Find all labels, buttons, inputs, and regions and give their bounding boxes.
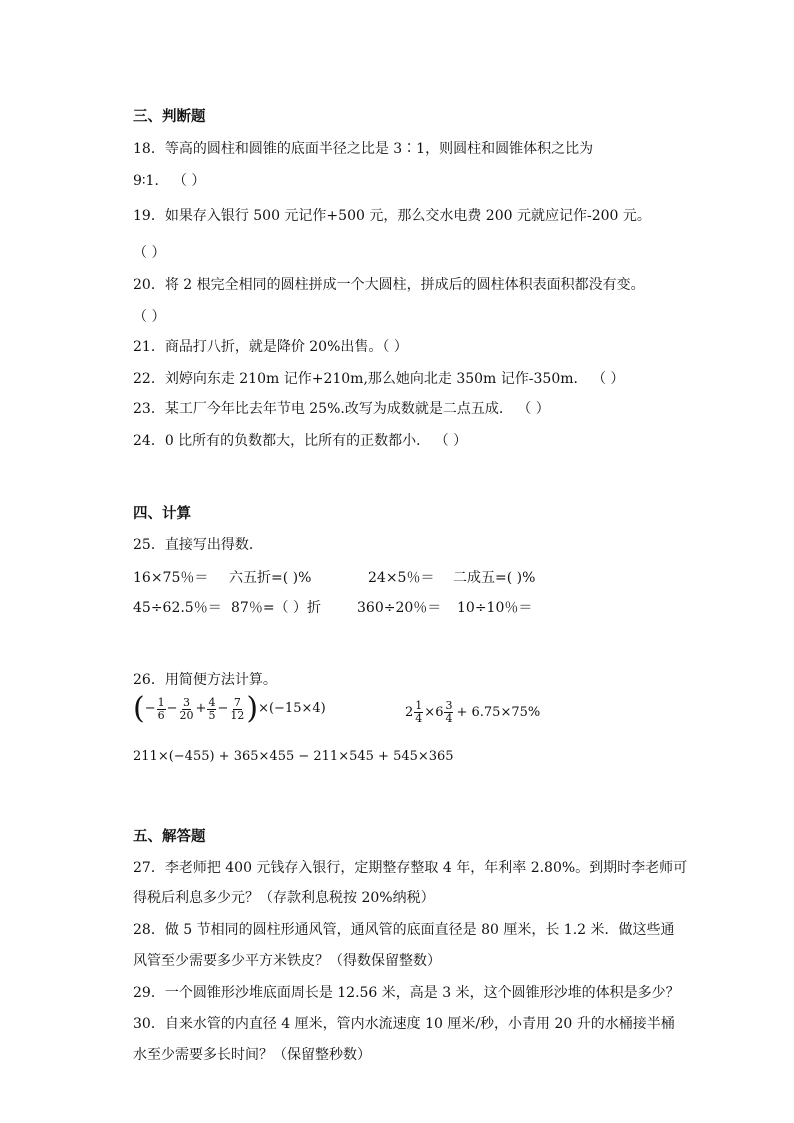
minus-sign: − bbox=[166, 701, 178, 716]
expression-tail: + 6.75×75% bbox=[456, 704, 541, 720]
numerator: 7 bbox=[233, 695, 241, 709]
numerator: 3 bbox=[183, 695, 191, 709]
q27-line1: 27．李老师把 400 元钱存入银行，定期整存整取 4 年，年利率 2.80%。到期时李老师可 bbox=[133, 860, 688, 876]
q19-line2: （ ） bbox=[133, 245, 166, 261]
fraction bbox=[157, 697, 166, 722]
q29: 29．一个圆锥形沙堆底面周长是 12.56 米，高是 3 米，这个圆锥形沙堆的体积是多少？ bbox=[133, 985, 680, 1001]
q24: 24．0 比所有的负数都大，比所有的正数都小． （ ） bbox=[133, 433, 468, 449]
denominator: 4 bbox=[415, 712, 423, 725]
expression-tail: ×(−15×4) bbox=[258, 701, 326, 716]
expression-3: 211×(−455) + 365×455 − 211×545 + 545×365 bbox=[133, 749, 454, 764]
numerator: 1 bbox=[415, 699, 423, 712]
expression-1 bbox=[133, 691, 326, 726]
section3-title: 三、判断题 bbox=[133, 108, 206, 125]
numerator: 1 bbox=[157, 695, 165, 709]
fraction bbox=[179, 697, 195, 722]
calc-cell: 360÷20％＝ bbox=[357, 600, 442, 616]
q18-line1: 18．等高的圆柱和圆锥的底面半径之比是 3∶1，则圆柱和圆锥体积之比为 bbox=[133, 141, 594, 157]
calc-cell: 六五折=( )% bbox=[229, 570, 312, 586]
q27-line2: 得税后利息多少元？（存款利息税按 20%纳税） bbox=[133, 890, 435, 906]
section5-title: 五、解答题 bbox=[133, 828, 206, 845]
whole-number: 2 bbox=[405, 704, 414, 720]
calc-cell: 87％=（ ）折 bbox=[231, 600, 321, 616]
calc-cell: 二成五=( )% bbox=[453, 570, 536, 586]
section4-title: 四、计算 bbox=[133, 505, 191, 522]
minus-sign: − bbox=[144, 701, 156, 716]
multiply-sign: × bbox=[424, 704, 436, 720]
fraction bbox=[414, 700, 423, 725]
denominator: 20 bbox=[179, 708, 194, 722]
left-paren: ( bbox=[133, 691, 145, 726]
q30-line2: 水至少需要多长时间？（保留整秒数） bbox=[133, 1047, 371, 1063]
calc-cell: 24×5％＝ bbox=[368, 570, 435, 586]
calc-cell: 10÷10％＝ bbox=[457, 600, 533, 616]
fraction bbox=[229, 697, 245, 722]
q19-line1: 19．如果存入银行 500 元记作+500 元，那么交水电费 200 元就应记作-200 元。 bbox=[133, 208, 651, 224]
right-paren: ) bbox=[246, 691, 259, 726]
q26: 26．用简便方法计算。 bbox=[133, 672, 277, 688]
calc-cell: 16×75％＝ bbox=[133, 570, 209, 586]
q28-line1: 28．做 5 节相同的圆柱形通风管，通风管的底面直径是 80 厘米，长 1.2 米．做这些通 bbox=[133, 922, 675, 938]
denominator: 6 bbox=[157, 708, 165, 722]
denominator: 12 bbox=[230, 708, 245, 722]
numerator: 4 bbox=[208, 695, 216, 709]
fraction bbox=[444, 700, 453, 725]
q20-line2: （ ） bbox=[133, 309, 166, 325]
fraction bbox=[207, 697, 216, 722]
q30-line1: 30．自来水管的内直径 4 厘米，管内水流速度 10 厘米/秒，小青用 20 升的水桶接半桶 bbox=[133, 1016, 675, 1032]
denominator: 5 bbox=[208, 708, 216, 722]
q18-line2: 9∶1． （ ） bbox=[133, 173, 206, 189]
q22: 22．刘婷向东走 210m 记作+210m,那么她向北走 350m 记作-350m． （ ） bbox=[133, 371, 625, 387]
calc-cell: 45÷62.5％＝ bbox=[133, 600, 222, 616]
plus-sign: + bbox=[195, 701, 207, 716]
q23: 23．某工厂今年比去年节电 25%.改写为成数就是二点五成． （ ） bbox=[133, 401, 550, 417]
q21: 21．商品打八折，就是降价 20%出售。（ ） bbox=[133, 339, 408, 355]
numerator: 3 bbox=[445, 699, 453, 712]
q28-line2: 风管至少需要多少平方米铁皮？（得数保留整数） bbox=[133, 953, 441, 969]
minus-sign: − bbox=[217, 701, 229, 716]
expression-2 bbox=[405, 700, 540, 725]
denominator: 4 bbox=[445, 712, 453, 725]
q20-line1: 20．将 2 根完全相同的圆柱拼成一个大圆柱，拼成后的圆柱体积表面积都没有变。 bbox=[133, 277, 645, 293]
whole-number: 6 bbox=[435, 704, 444, 720]
q25: 25．直接写出得数． bbox=[133, 537, 263, 553]
